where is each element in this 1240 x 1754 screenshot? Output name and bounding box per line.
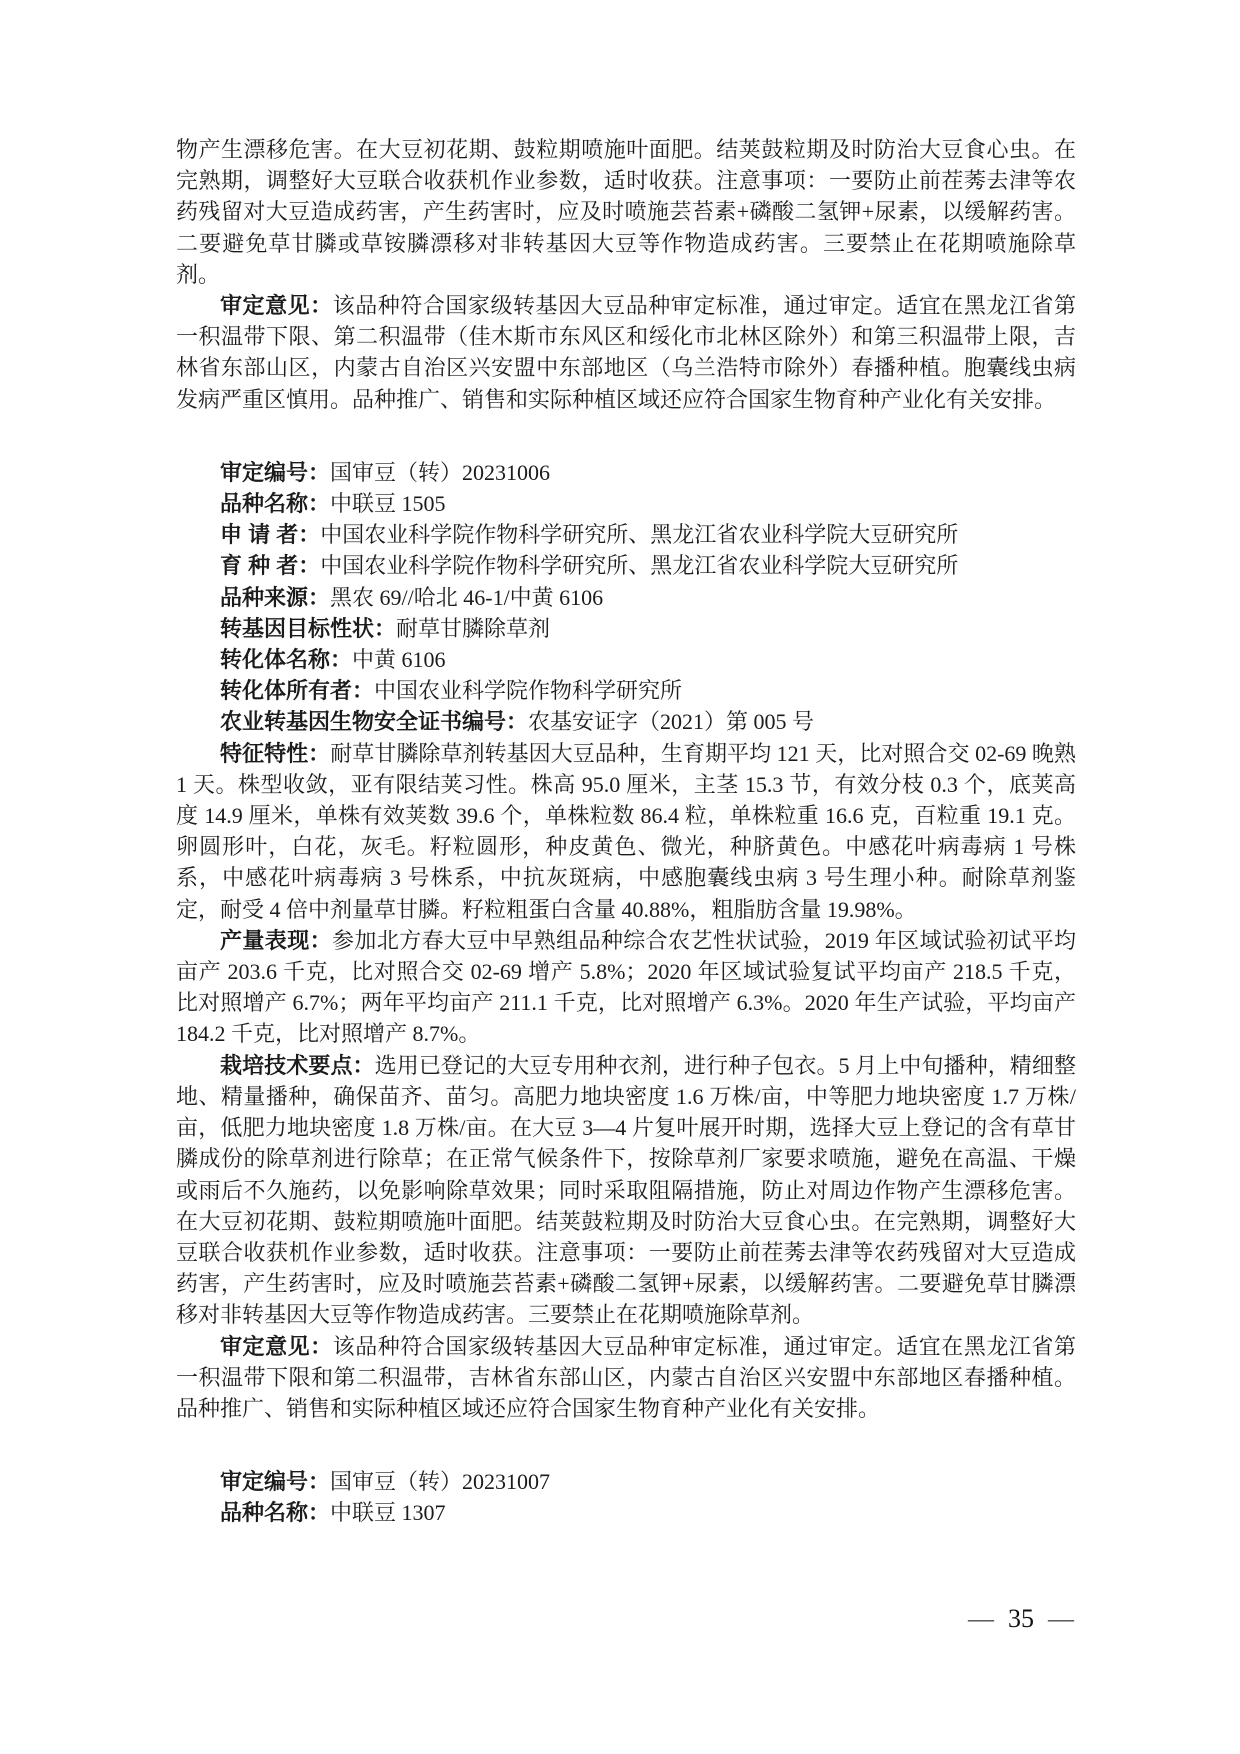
field-label: 品种名称： bbox=[220, 1500, 331, 1526]
yield-performance-label: 产量表现： bbox=[220, 927, 333, 953]
field-transformant-owner bbox=[176, 675, 1076, 706]
field-value: 中国农业科学院作物科学研究所、黑龙江省农业科学院大豆研究所 bbox=[320, 553, 959, 579]
field-value: 农基安证字（2021）第 005 号 bbox=[528, 709, 815, 735]
field-variety-source bbox=[176, 582, 1076, 613]
page-footer bbox=[968, 1604, 1074, 1634]
field-variety-name bbox=[176, 488, 1076, 519]
field-value: 中联豆 1505 bbox=[330, 491, 446, 517]
field-label: 审定编号： bbox=[220, 1469, 331, 1495]
field-value: 中国农业科学院作物科学研究所、黑龙江省农业科学院大豆研究所 bbox=[320, 522, 959, 548]
field-label: 申 请 者： bbox=[220, 522, 321, 548]
field-biosafety-certificate bbox=[176, 706, 1076, 737]
field-value: 黑农 69//哈北 46-1/中黄 6106 bbox=[330, 584, 604, 610]
field-label: 审定编号： bbox=[220, 459, 331, 485]
yield-performance-text: 参加北方春大豆中早熟组品种综合农艺性状试验，2019 年区域试验初试平均亩产 203.6 千克，比对照合交 02-69 增产 5.8%；2020 年区域试验复试平均亩产 218.5 千克，比对照增产 6.7%；两年平均亩产 211.1 千克，比对照增产 6.3%。2020 年生产试验，平均亩产 184.2 千克，比对照增产 8.7%。 bbox=[176, 927, 1076, 1047]
paragraph-cultivation-points bbox=[176, 1050, 1076, 1331]
review-opinion-text: 该品种符合国家级转基因大豆品种审定标准，通过审定。适宜在黑龙江省第一积温带下限、第二积温带（佳木斯市东风区和绥化市北林区除外）和第三积温带上限，吉林省东部山区，内蒙古自治区兴安盟中东部地区（乌兰浩特市除外）春播种植。胞囊线虫病发病严重区慎用。品种推广、销售和实际种植区域还应符合国家生物育种产业化有关安排。 bbox=[176, 293, 1076, 412]
section-gap bbox=[176, 415, 1076, 457]
paragraph-review-opinion-1505 bbox=[176, 1331, 1076, 1425]
field-value: 国审豆（转）20231006 bbox=[330, 459, 551, 485]
field-approval-number bbox=[176, 457, 1076, 488]
review-opinion-text: 该品种符合国家级转基因大豆品种审定标准，通过审定。适宜在黑龙江省第一积温带下限和第二积温带，吉林省东部山区，内蒙古自治区兴安盟中东部地区春播种植。品种推广、销售和实际种植区域还应符合国家生物育种产业化有关安排。 bbox=[176, 1333, 1076, 1421]
section-gap bbox=[176, 1424, 1076, 1466]
characteristics-label: 特征特性： bbox=[220, 740, 331, 766]
review-opinion-label: 审定意见： bbox=[220, 1333, 333, 1359]
characteristics-text: 耐草甘膦除草剂转基因大豆品种，生育期平均 121 天，比对照合交 02-69 晚熟 1 天。株型收敛，亚有限结荚习性。株高 95.0 厘米，主茎 15.3 节，有效分枝 0.3 个，底荚高度 14.9 厘米，单株有效荚数 39.6 个，单株粒数 86.4 粒，单株粒重 16.6 克，百粒重 19.1 克。卵圆形叶，白花，灰毛。籽粒圆形，种皮黄色、微光，种脐黄色。中感花叶病毒病 1 号株系，中感花叶病毒病 3 号株系，中抗灰斑病，中感胞囊线虫病 3 号生理小种。耐除草剂鉴定，耐受 4 倍中剂量草甘膦。籽粒粗蛋白含量 40.88%，粗脂肪含量 19.98%。 bbox=[176, 740, 1076, 922]
field-value: 国审豆（转）20231007 bbox=[330, 1469, 551, 1495]
field-label: 农业转基因生物安全证书编号： bbox=[220, 709, 529, 735]
field-gm-target-trait bbox=[176, 613, 1076, 644]
field-label: 品种来源： bbox=[220, 584, 331, 610]
review-opinion-label: 审定意见： bbox=[220, 293, 333, 319]
field-approval-number-next bbox=[176, 1466, 1076, 1497]
field-transformant-name bbox=[176, 644, 1076, 675]
footer-right-dash: — bbox=[1048, 1604, 1074, 1633]
field-value: 耐草甘膦除草剂 bbox=[396, 615, 551, 641]
field-variety-name-next bbox=[176, 1497, 1076, 1528]
field-breeder bbox=[176, 550, 1076, 581]
cultivation-points-label: 栽培技术要点： bbox=[220, 1052, 375, 1078]
field-value: 中国农业科学院作物科学研究所 bbox=[374, 678, 683, 704]
paragraph-yield-performance bbox=[176, 925, 1076, 1050]
paragraph-characteristics bbox=[176, 738, 1076, 925]
page-number: 35 bbox=[1008, 1604, 1034, 1633]
paragraph-review-opinion-previous bbox=[176, 290, 1076, 415]
document-body bbox=[176, 134, 1076, 1529]
cultivation-points-text: 选用已登记的大豆专用种衣剂，进行种子包衣。5 月上中旬播种，精细整地、精量播种，确保苗齐、苗匀。高肥力地块密度 1.6 万株/亩，中等肥力地块密度 1.7 万株/亩，低肥力地块密度 1.8 万株/亩。在大豆 3—4 片复叶展开时期，选择大豆上登记的含有草甘膦成份的除草剂进行除草；在正常气候条件下，按除草剂厂家要求喷施，避免在高温、干燥或雨后不久施药，以免影响除草效果；同时采取阻隔措施，防止对周边作物产生漂移危害。在大豆初花期、鼓粒期喷施叶面肥。结荚鼓粒期及时防治大豆食心虫。在完熟期，调整好大豆联合收获机作业参数，适时收获。注意事项：一要防止前茬莠去津等农药残留对大豆造成药害，产生药害时，应及时喷施芸苔素+磷酸二氢钾+尿素，以缓解药害。二要避免草甘膦漂移对非转基因大豆等作物造成药害。三要禁止在花期喷施除草剂。 bbox=[176, 1052, 1076, 1328]
field-label: 转基因目标性状： bbox=[220, 615, 397, 641]
field-label: 品种名称： bbox=[220, 491, 331, 517]
field-label: 转化体所有者： bbox=[220, 678, 375, 704]
paragraph-cultivation-continuation: 物产生漂移危害。在大豆初花期、鼓粒期喷施叶面肥。结荚鼓粒期及时防治大豆食心虫。在完熟期，调整好大豆联合收获机作业参数，适时收获。注意事项：一要防止前茬莠去津等农药残留对大豆造成药害，产生药害时，应及时喷施芸苔素+磷酸二氢钾+尿素，以缓解药害。二要避免草甘膦或草铵膦漂移对非转基因大豆等作物造成药害。三要禁止在花期喷施除草剂。 bbox=[176, 137, 1076, 287]
field-value: 中联豆 1307 bbox=[330, 1500, 446, 1526]
field-label: 育 种 者： bbox=[220, 553, 321, 579]
field-applicant bbox=[176, 519, 1076, 550]
field-label: 转化体名称： bbox=[220, 647, 353, 673]
field-value: 中黄 6106 bbox=[352, 647, 446, 673]
footer-left-dash: — bbox=[968, 1604, 994, 1633]
